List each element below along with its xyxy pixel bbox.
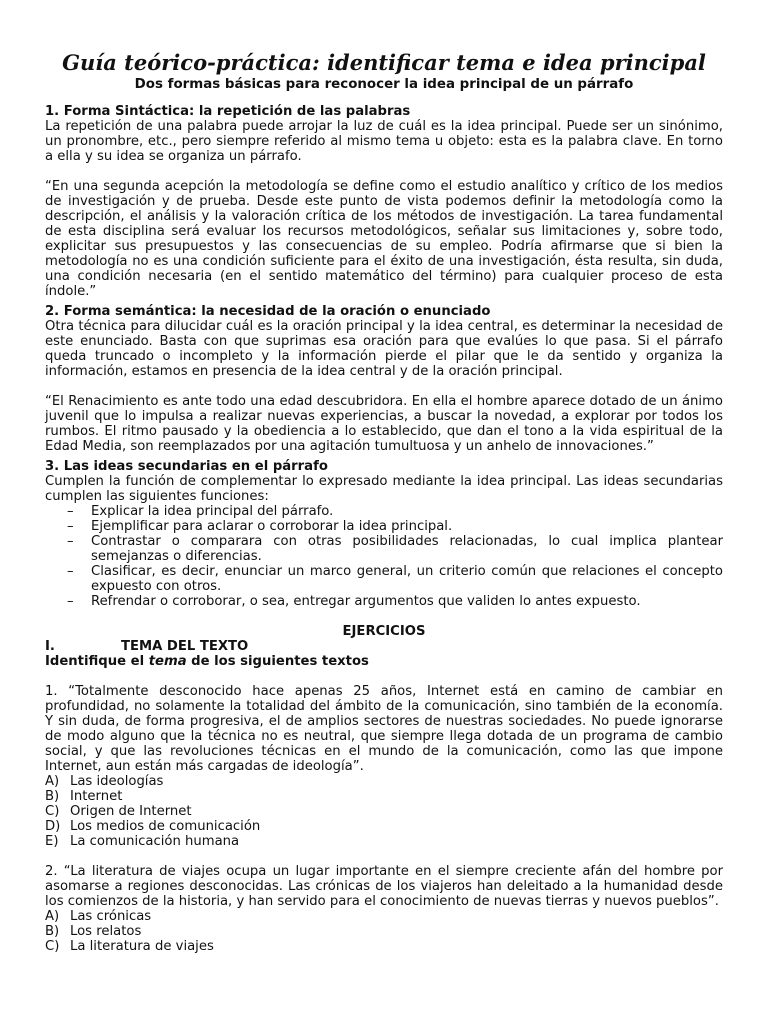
option-e: E) La comunicación humana	[45, 834, 240, 849]
page-title: Guía teórico-práctica: identificar tema e idea principal	[62, 50, 706, 75]
section-heading: 1. Forma Sintáctica: la repetición de las palabras	[45, 104, 411, 119]
section-body: Cumplen la función de complementar lo expresado mediante la idea principal. Las ideas secundarias cumplen las siguientes funciones:	[45, 474, 723, 504]
list-item: – Explicar la idea principal del párrafo.	[67, 504, 723, 519]
page-subtitle: Dos formas básicas para reconocer la idea principal de un párrafo	[134, 77, 634, 92]
list-item: – Clasificar, es decir, enunciar un marco general, un criterio común que relaciones el concepto expuesto con otros.	[67, 564, 723, 594]
question-text: 2. “La literatura de viajes ocupa un lugar importante en el siempre creciente afán del hombre por asomarse a regiones desconocidas. Las crónicas de los viajeros han deleitado a la humanidad desde los comienzos de la historia, y han servido para el conocimiento de nuevas tierras y nuevos pueblos”.	[45, 864, 723, 909]
list-item: – Contrastar o comparara con otras posibilidades relacionadas, lo cual implica plantear semejanzas o diferencias.	[67, 534, 723, 564]
example-quote: “El Renacimiento es ante todo una edad descubridora. En ella el hombre aparece dotado de un ánimo juvenil que lo impulsa a realizar nuevas experiencias, a buscar la novedad, a explorar por todos los rumbos. El ritmo pausado y la obediencia a lo establecido, que dan el tono a la vida espiritual de la Edad Media, son reemplazados por una agitación tumultuosa y un anhelo de innovaciones.”	[45, 394, 723, 454]
options-list	[45, 909, 723, 954]
instruction-post: de los siguientes textos	[186, 654, 369, 669]
options-list	[45, 774, 723, 849]
instruction	[45, 654, 723, 669]
question-text: 1. “Totalmente desconocido hace apenas 25 años, Internet está en camino de cambiar en profundidad, no solamente la totalidad del ámbito de la comunicación, sino también de la economía. Y sin duda, de forma progresiva, el de amplios sectores de nuestras sociedades. No puede ignorarse de modo alguno que la técnica no es neutral, que siempre llega dotada de un programa de cambio social, y que las revoluciones técnicas en el mundo de la comunicación, como las que impone Internet, aun están más cargadas de ideología”.	[45, 684, 723, 774]
part-title: TEMA DEL TEXTO	[121, 639, 249, 654]
part-heading	[45, 639, 723, 654]
exercises-heading: EJERCICIOS	[342, 624, 426, 639]
option-c: C) Origen de Internet	[45, 804, 192, 819]
section-exercises	[45, 624, 723, 954]
section-syntactic	[45, 104, 723, 299]
question-1	[45, 684, 723, 849]
option-b: B) Internet	[45, 789, 123, 804]
option-c: C) La literatura de viajes	[45, 939, 214, 954]
instruction-emphasis: tema	[148, 654, 187, 669]
functions-list	[45, 504, 723, 609]
list-item: – Refrendar o corroborar, o sea, entregar argumentos que validen lo antes expuesto.	[67, 594, 723, 609]
section-secondary-ideas	[45, 459, 723, 609]
section-heading: 2. Forma semántica: la necesidad de la oración o enunciado	[45, 304, 491, 319]
section-body: Otra técnica para dilucidar cuál es la oración principal y la idea central, es determinar la necesidad de este enunciado. Basta con que suprimas esa oración para que evalúes lo que pasa. Si el párrafo queda truncado o incompleto y la información pierde el pilar que le da sentido y organiza la información, estamos en presencia de la idea central y de la oración principal.	[45, 319, 723, 379]
section-semantic	[45, 304, 723, 454]
option-a: A) Las ideologías	[45, 774, 164, 789]
option-d: D) Los medios de comunicación	[45, 819, 261, 834]
list-item: – Ejemplificar para aclarar o corroborar la idea principal.	[67, 519, 723, 534]
option-b: B) Los relatos	[45, 924, 142, 939]
section-heading: 3. Las ideas secundarias en el párrafo	[45, 459, 328, 474]
option-a: A) Las crónicas	[45, 909, 152, 924]
question-2	[45, 864, 723, 954]
example-quote: “En una segunda acepción la metodología se define como el estudio analítico y crítico de los medios de investigación y de prueba. Desde este punto de vista podemos definir la metodología como la descripción, el análisis y la valoración crítica de los métodos de investigación. La tarea fundamental de esta disciplina será evaluar los recursos metodológicos, señalar sus limitaciones y, sobre todo, explicitar sus presupuestos y las consecuencias de su empleo. Podría afirmarse que si bien la metodología no es una condición suficiente para el éxito de una investigación, ésta resulta, sin duda, una condición necesaria (en el sentido matemático del término) para cualquier proceso de esta índole.”	[45, 179, 723, 299]
section-body: La repetición de una palabra puede arrojar la luz de cuál es la idea principal. Puede ser un sinónimo, un pronombre, etc., pero siempre referido al mismo tema u objeto: esta es la palabra clave. En torno a ella y su idea se organiza un párrafo.	[45, 119, 723, 164]
part-number: I.	[45, 639, 55, 654]
instruction-pre: Identifique el	[45, 654, 149, 669]
